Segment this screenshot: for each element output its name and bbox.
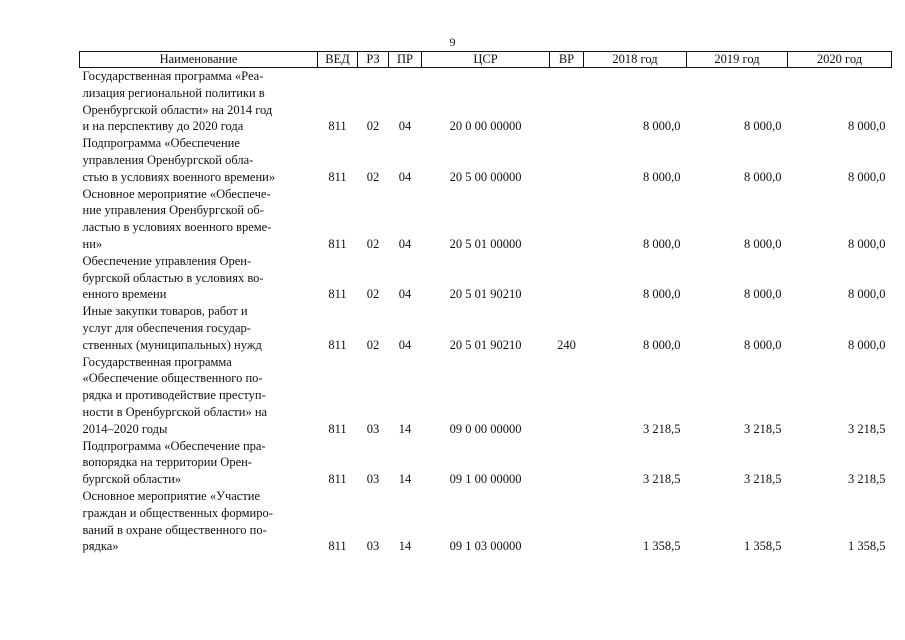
cell-vr [550, 135, 584, 185]
cell-2020: 3 218,5 [848, 421, 886, 436]
cell-ved: 811 [328, 287, 347, 302]
name-line: вопорядка на территории Орен- [82, 455, 252, 470]
table-row [80, 186, 892, 253]
cell-rz: 02 [366, 337, 380, 352]
cell-csr: 20 5 00 00000 [449, 169, 522, 184]
cell-vr [550, 354, 584, 438]
name-line: ластью в условиях военного време- [82, 220, 272, 235]
cell-2019: 3 218,5 [744, 471, 782, 486]
table-row [80, 253, 892, 303]
name-line: рядка» [82, 539, 119, 554]
name-line: Основное мероприятие «Участие [82, 488, 261, 503]
cell-2018: 8 000,0 [643, 337, 681, 352]
header-name: Наименование [80, 52, 318, 68]
name-line: Государственная программа «Реа- [82, 69, 264, 83]
cell-2019: 1 358,5 [744, 539, 782, 554]
name-line: рядка и противодействие преступ- [82, 388, 266, 403]
cell-2020: 8 000,0 [848, 236, 886, 251]
name-line: Подпрограмма «Обеспечение [82, 136, 240, 151]
name-line: ни» [82, 236, 103, 251]
name-line: Государственная программа [82, 354, 232, 369]
header-rz: РЗ [358, 52, 389, 68]
cell-rz: 03 [366, 471, 380, 486]
cell-vr [550, 438, 584, 488]
table-row [80, 303, 892, 353]
cell-name [80, 354, 318, 438]
cell-2020: 8 000,0 [848, 169, 886, 184]
cell-pr: 04 [398, 169, 412, 184]
cell-csr: 20 0 00 00000 [449, 119, 522, 134]
cell-csr: 09 1 03 00000 [449, 539, 522, 554]
header-vr: ВР [550, 52, 584, 68]
name-line: Основное мероприятие «Обеспече- [82, 186, 271, 201]
cell-2018: 8 000,0 [643, 119, 681, 134]
page-number: 9 [449, 35, 456, 49]
cell-2018: 8 000,0 [643, 169, 681, 184]
name-line: бургской областью в условиях во- [82, 270, 264, 285]
name-line: бургской области» [82, 472, 182, 487]
cell-name [80, 68, 318, 136]
cell-pr: 14 [398, 539, 412, 554]
cell-2020: 1 358,5 [848, 539, 886, 554]
cell-2018: 8 000,0 [643, 236, 681, 251]
cell-ved: 811 [328, 539, 347, 554]
name-line: Подпрограмма «Обеспечение пра- [82, 438, 266, 453]
cell-rz: 03 [366, 539, 380, 554]
cell-2018: 3 218,5 [643, 471, 681, 486]
cell-csr: 20 5 01 90210 [449, 337, 522, 352]
cell-pr: 04 [398, 287, 412, 302]
cell-csr: 20 5 01 90210 [449, 287, 522, 302]
header-pr: ПР [389, 52, 422, 68]
name-line: управления Оренбургской обла- [82, 152, 254, 167]
cell-2018: 1 358,5 [643, 539, 681, 554]
cell-ved: 811 [328, 471, 347, 486]
name-line: ние управления Оренбургской об- [82, 203, 264, 218]
cell-vr [550, 488, 584, 555]
cell-name [80, 488, 318, 555]
name-line: граждан и общественных формиро- [82, 505, 273, 520]
table-row [80, 135, 892, 185]
header-2020: 2020 год [788, 52, 892, 68]
cell-pr: 04 [398, 236, 412, 251]
cell-2020: 3 218,5 [848, 471, 886, 486]
name-line: лизация региональной политики в [82, 85, 265, 100]
cell-2019: 8 000,0 [744, 287, 782, 302]
cell-csr: 09 1 00 00000 [449, 471, 522, 486]
cell-name [80, 438, 318, 488]
cell-2020: 8 000,0 [848, 119, 886, 134]
name-line: стью в условиях военного времени» [82, 169, 276, 184]
cell-ved: 811 [328, 169, 347, 184]
cell-2018: 3 218,5 [643, 421, 681, 436]
cell-rz: 02 [366, 169, 380, 184]
name-line: енного времени [82, 287, 167, 302]
table-row [80, 488, 892, 555]
cell-vr [550, 186, 584, 253]
cell-name [80, 303, 318, 353]
cell-2020: 8 000,0 [848, 337, 886, 352]
cell-rz: 03 [366, 421, 380, 436]
name-line: и на перспективу до 2020 года [82, 119, 244, 134]
cell-name [80, 253, 318, 303]
name-line: «Обеспечение общественного по- [82, 371, 263, 386]
cell-pr: 04 [398, 119, 412, 134]
cell-rz: 02 [366, 287, 380, 302]
cell-ved: 811 [328, 236, 347, 251]
header-2019: 2019 год [687, 52, 788, 68]
cell-2018: 8 000,0 [643, 287, 681, 302]
header-2018: 2018 год [584, 52, 687, 68]
cell-2020: 8 000,0 [848, 287, 886, 302]
name-line: Оренбургской области» на 2014 год [82, 102, 273, 117]
table-body [80, 68, 892, 556]
cell-vr [550, 253, 584, 303]
cell-2019: 8 000,0 [744, 337, 782, 352]
cell-ved: 811 [328, 421, 347, 436]
cell-pr: 14 [398, 421, 412, 436]
cell-2019: 3 218,5 [744, 421, 782, 436]
cell-rz: 02 [366, 236, 380, 251]
cell-2019: 8 000,0 [744, 119, 782, 134]
table-row [80, 354, 892, 438]
name-line: 2014–2020 годы [82, 421, 168, 436]
header-ved: ВЕД [318, 52, 358, 68]
cell-2019: 8 000,0 [744, 236, 782, 251]
name-line: Иные закупки товаров, работ и [82, 304, 248, 319]
cell-vr: 240 [557, 337, 576, 352]
name-line: ваний в охране общественного по- [82, 522, 267, 537]
header-csr: ЦСР [422, 52, 550, 68]
cell-2019: 8 000,0 [744, 169, 782, 184]
name-line: ственных (муниципальных) нужд [82, 337, 262, 352]
cell-name [80, 186, 318, 253]
budget-table [79, 51, 892, 555]
cell-pr: 14 [398, 471, 412, 486]
cell-ved: 811 [328, 119, 347, 134]
table-row [80, 438, 892, 488]
table-row [80, 68, 892, 136]
cell-name [80, 135, 318, 185]
name-line: ности в Оренбургской области» на [82, 404, 268, 419]
cell-pr: 04 [398, 337, 412, 352]
header-row [80, 52, 892, 68]
name-line: Обеспечение управления Орен- [82, 253, 252, 268]
name-line: услуг для обеспечения государ- [82, 320, 251, 335]
cell-vr [550, 68, 584, 136]
cell-ved: 811 [328, 337, 347, 352]
cell-csr: 20 5 01 00000 [449, 236, 522, 251]
cell-rz: 02 [366, 119, 380, 134]
cell-csr: 09 0 00 00000 [449, 421, 522, 436]
